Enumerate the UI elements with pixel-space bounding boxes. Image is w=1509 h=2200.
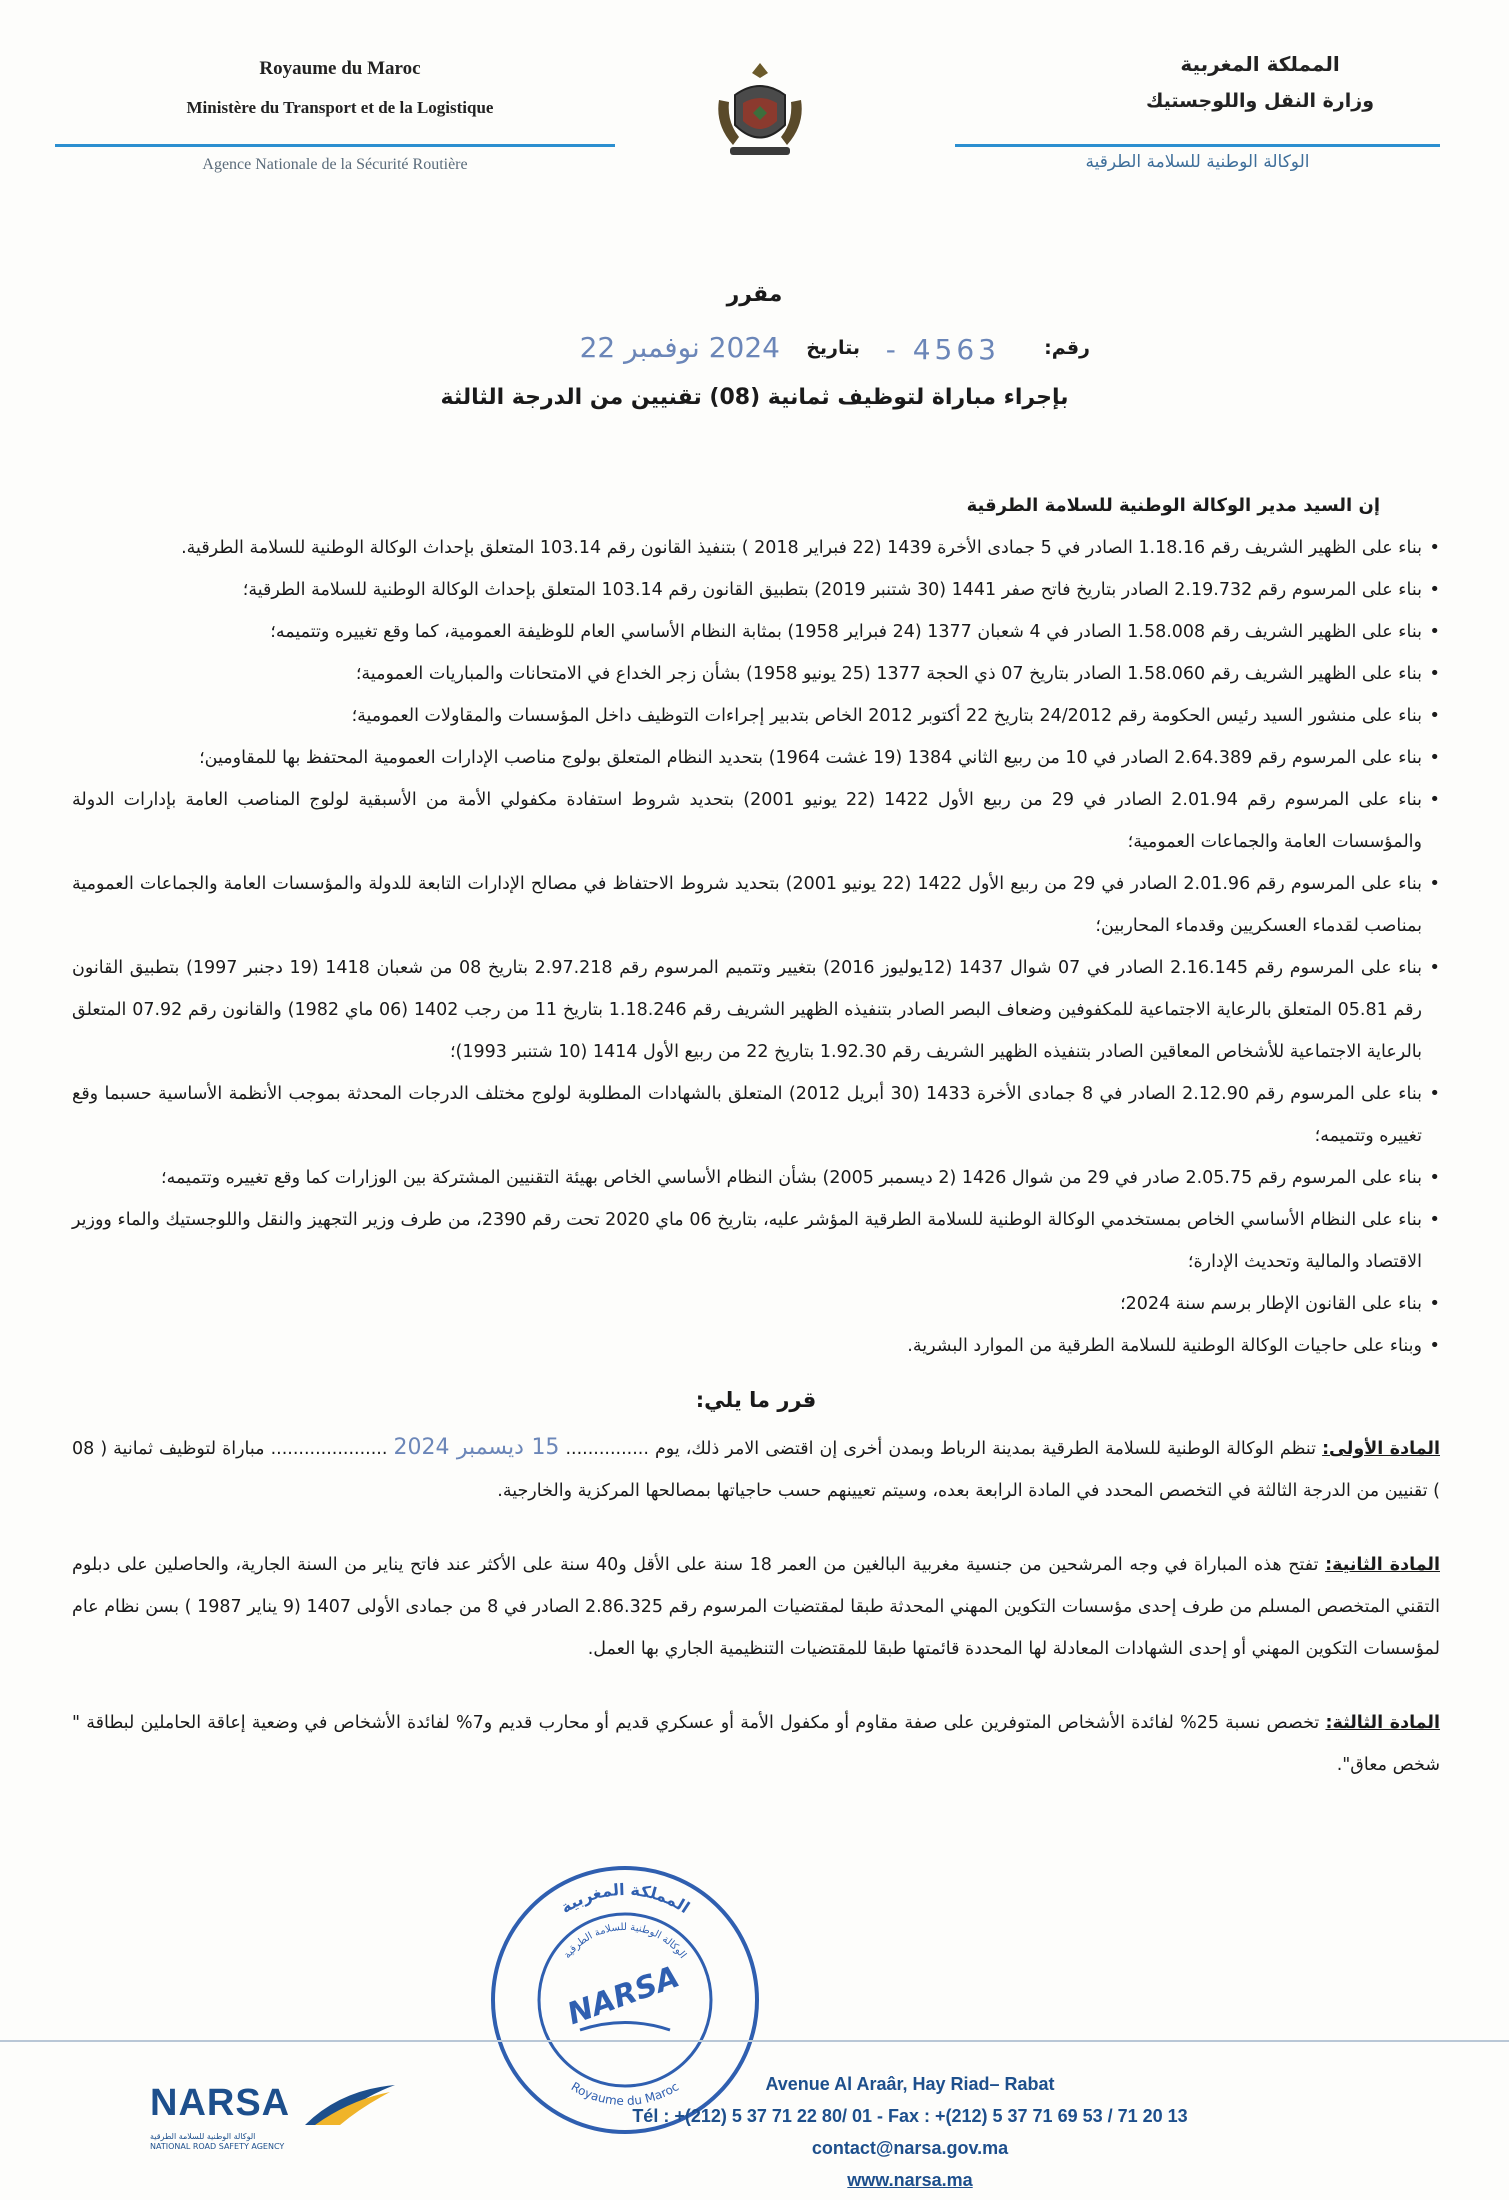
- header-fr-kingdom: Royaume du Maroc: [259, 58, 421, 79]
- visa-item: • بناء على الظهير الشريف رقم 1.58.060 الصادر بتاريخ 07 ذي الحجة 1377 (25 يونيو 1958) بشأن زجر الخداع في الامتحانات والمباريات العمومية؛: [72, 653, 1440, 695]
- visa-item: • بناء على الظهير الشريف رقم 1.58.008 الصادر في 4 شعبان 1377 (24 فبراير 1958) بمثابة النظام الأساسي العام للوظيفة العمومية، كما وقع تغييره وتتميمه؛: [72, 611, 1440, 653]
- header-fr-ministry: Ministère du Transport et de la Logistique: [186, 98, 494, 117]
- header-fr-agency: Agence Nationale de la Sécurité Routière: [202, 156, 468, 173]
- contact-block: [560, 2068, 1260, 2196]
- header-ar-agency: الوكالة الوطنية للسلامة الطرقية: [1085, 152, 1310, 172]
- visa-item: • بناء على المرسوم رقم 2.64.389 الصادر في 10 من ربيع الثاني 1384 (19 غشت 1964) بتحديد النظام المتعلق بولوج مناصب الإدارات العمومية المحتفظ بها للمقاومين؛: [72, 737, 1440, 779]
- article-1-date: 15 ديسمبر 2024: [393, 1435, 560, 1460]
- article-2: [72, 1544, 1440, 1670]
- date-label: بتاريخ: [806, 337, 860, 359]
- visa-item: • بناء على المرسوم رقم 2.05.75 صادر في 29 من شوال 1426 (2 ديسمبر 2005) بشأن النظام الأساسي الخاص بهيئة التقنيين المشتركة بين الوزارات كما وقع تغييره وتتميمه؛: [72, 1157, 1440, 1199]
- visa-item: • بناء على المرسوم رقم 2.01.96 الصادر في 29 من ربيع الأول 1422 (22 يونيو 2001) بتحديد شروط الاحتفاظ في مصالح الإدارات التابعة للدولة والمؤسسات العامة والجماعات العمومية بمناصب لقدماء العسكريين وقدماء المحاربين؛: [72, 863, 1440, 947]
- decision-heading: قرر ما يلي:: [695, 1388, 817, 1412]
- document-body: [72, 485, 1440, 1786]
- intro-line: إن السيد مدير الوكالة الوطنية للسلامة الطرقية: [966, 495, 1380, 516]
- moroccan-coat-of-arms-icon: [705, 55, 815, 165]
- visa-item: • بناء على المرسوم رقم 2.12.90 الصادر في 8 جمادى الأخرة 1433 (30 أبريل 2012) المتعلق بالشهادات المطلوبة لولوج مختلف الدرجات المحدثة بموجب الأنظمة الأساسية حسبما وقع تغييره وتتميمه؛: [72, 1073, 1440, 1157]
- visa-item: • بناء على القانون الإطار برسم سنة 2024؛: [72, 1283, 1440, 1325]
- stamp-ring-text: الوكالة الوطنية للسلامة الطرقية: [561, 1921, 689, 1961]
- article-2-text: تفتح هذه المباراة في وجه المرشحين من جنسية مغربية البالغين من العمر 18 سنة على الأقل و40 سنة على الأكثر عند فاتح يناير من السنة الجارية، والحاصلين على دبلوم التقني المتخصص المسلم من طرف إحدى مؤسسات التكوين المهني المحدثة طبقا لمقتضيات المرسوم رقم 2.86.325 الصادر في 8 من جمادى الأولى 1407 (9 يناير 1987 ) بسن نظام عام لمؤسسات التكوين المهني أو إحدى الشهادات المعادلة لها المحددة قائمتها طبقا للمقتضيات التنظيمية الجاري بها العمل.: [72, 1555, 1440, 1659]
- document-subject: بإجراء مباراة لتوظيف ثمانية (08) تقنيين من الدرجة الثالثة: [440, 385, 1069, 410]
- reference-line: [400, 331, 1100, 375]
- contact-website[interactable]: www.narsa.ma: [847, 2170, 973, 2190]
- visa-item: • بناء على المرسوم رقم 2.19.732 الصادر بتاريخ فاتح صفر 1441 (30 شتنبر 2019) بتطبيق القانون رقم 103.14 المتعلق بإحداث الوكالة الوطنية للسلامة الطرقية؛: [72, 569, 1440, 611]
- visa-item: • وبناء على حاجيات الوكالة الوطنية للسلامة الطرقية من الموارد البشرية.: [72, 1325, 1440, 1367]
- article-1-text-a: تنظم الوكالة الوطنية للسلامة الطرقية بمدينة الرباط وبمدن أخرى إن اقتضى الامر ذلك، يوم ...............: [565, 1439, 1317, 1459]
- stamp-bottom-text: Royaume du Maroc: [568, 2079, 682, 2109]
- header-ar-ministry: وزارة النقل واللوجستيك: [1145, 90, 1375, 112]
- article-3: [72, 1702, 1440, 1786]
- reference-number: 4563 -: [885, 333, 1000, 366]
- article-1-heading: المادة الأولى:: [1322, 1439, 1440, 1459]
- article-3-heading: المادة الثالثة:: [1325, 1713, 1440, 1733]
- article-1-text-b: ..................... مباراة لتوظيف ثمانية ( 08 ) تقنيين من الدرجة الثالثة في التخصص المحدد في المادة الرابعة بعده، وسيتم تعيينهم حسب حاجياتها بمصالحها المركزية والخارجية.: [72, 1439, 1440, 1501]
- visa-item: • بناء على الظهير الشريف رقم 1.18.16 الصادر في 5 جمادى الأخرة 1439 (22 فبراير 2018 ) بتنفيذ القانون رقم 103.14 المتعلق بإحداث الوكالة الوطنية للسلامة الطرقية.: [72, 527, 1440, 569]
- header-french: [60, 58, 620, 118]
- article-2-heading: المادة الثانية:: [1325, 1555, 1440, 1575]
- article-3-text: تخصص نسبة 25% لفائدة الأشخاص المتوفرين على صفة مقاوم أو مكفول الأمة أو عسكري قديم أو محارب قديم و7% لفائدة الأشخاص في وضعية إعاقة الحاملين لبطاقة " شخص معاق".: [72, 1713, 1440, 1775]
- visa-list: [72, 527, 1440, 1367]
- contact-phone: Tél : +(212) 5 37 71 22 80/ 01 - Fax : +(212) 5 37 71 69 53 / 71 20 13: [632, 2106, 1188, 2126]
- header-rule-right: [955, 144, 1440, 147]
- reference-label: رقم:: [1044, 337, 1090, 359]
- header-rule-left: [55, 144, 615, 147]
- header-ar-kingdom: المملكة المغربية: [1180, 52, 1340, 76]
- footer-rule: [0, 2040, 1509, 2042]
- stamp-center-text: NARSA: [562, 1959, 685, 2033]
- logo-name: NARSA: [150, 2082, 291, 2124]
- header-arabic: [930, 52, 1450, 112]
- document-heading: مقرر: [726, 282, 783, 307]
- visa-item: • بناء على النظام الأساسي الخاص بمستخدمي الوكالة الوطنية للسلامة الطرقية المؤشر عليه، بتاريخ 06 ماي 2020 تحت رقم 2390، من طرف وزير التجهيز والنقل واللوجستيك والماء ووزير الاقتصاد والمالية وتحديث الإدارة؛: [72, 1199, 1440, 1283]
- logo-swoosh-icon: [300, 2080, 400, 2130]
- date-value: 2024 نوفمبر 22: [579, 331, 780, 364]
- stamp-top-text: المملكة المغربية: [556, 1879, 694, 1918]
- visa-item: • بناء على منشور السيد رئيس الحكومة رقم 24/2012 بتاريخ 22 أكتوبر 2012 الخاص بتدبير إجراءات التوظيف داخل المؤسسات والمقاولات العمومية؛: [72, 695, 1440, 737]
- visa-item: • بناء على المرسوم رقم 2.01.94 الصادر في 29 من ربيع الأول 1422 (22 يونيو 2001) بتحديد شروط استفادة مكفولي الأمة من الأسبقية لولوج المناصب العامة بإدارات الدولة والمؤسسات العامة والجماعات العمومية؛: [72, 779, 1440, 863]
- visa-item: • بناء على المرسوم رقم 2.16.145 الصادر في 07 شوال 1437 (12يوليوز 2016) بتغيير وتتميم المرسوم رقم 2.97.218 بتاريخ 08 من شعبان 1418 (19 دجنبر 1997) بتطبيق القانون رقم 05.81 المتعلق بالرعاية الاجتماعية للمكفوفين وضعاف البصر الصادر بتنفيذه الظهير الشريف رقم 1.18.246 بتاريخ 11 من رجب 1402 (06 ماي 1982) والقانون رقم 07.92 المتعلق بالرعاية الاجتماعية للأشخاص المعاقين الصادر بتنفيذه الظهير الشريف رقم 1.92.30 بتاريخ 22 من ربيع الأول 1414 (10 شتنبر 1993)؛: [72, 947, 1440, 1073]
- article-1: [72, 1427, 1440, 1512]
- contact-address: Avenue Al Araâr, Hay Riad– Rabat: [765, 2074, 1055, 2094]
- narsa-logo: [150, 2080, 400, 2170]
- contact-email[interactable]: contact@narsa.gov.ma: [811, 2138, 1009, 2158]
- logo-subtitle: الوكالة الوطنية للسلامة الطرقية NATIONAL ROAD SAFETY AGENCY: [150, 2132, 285, 2151]
